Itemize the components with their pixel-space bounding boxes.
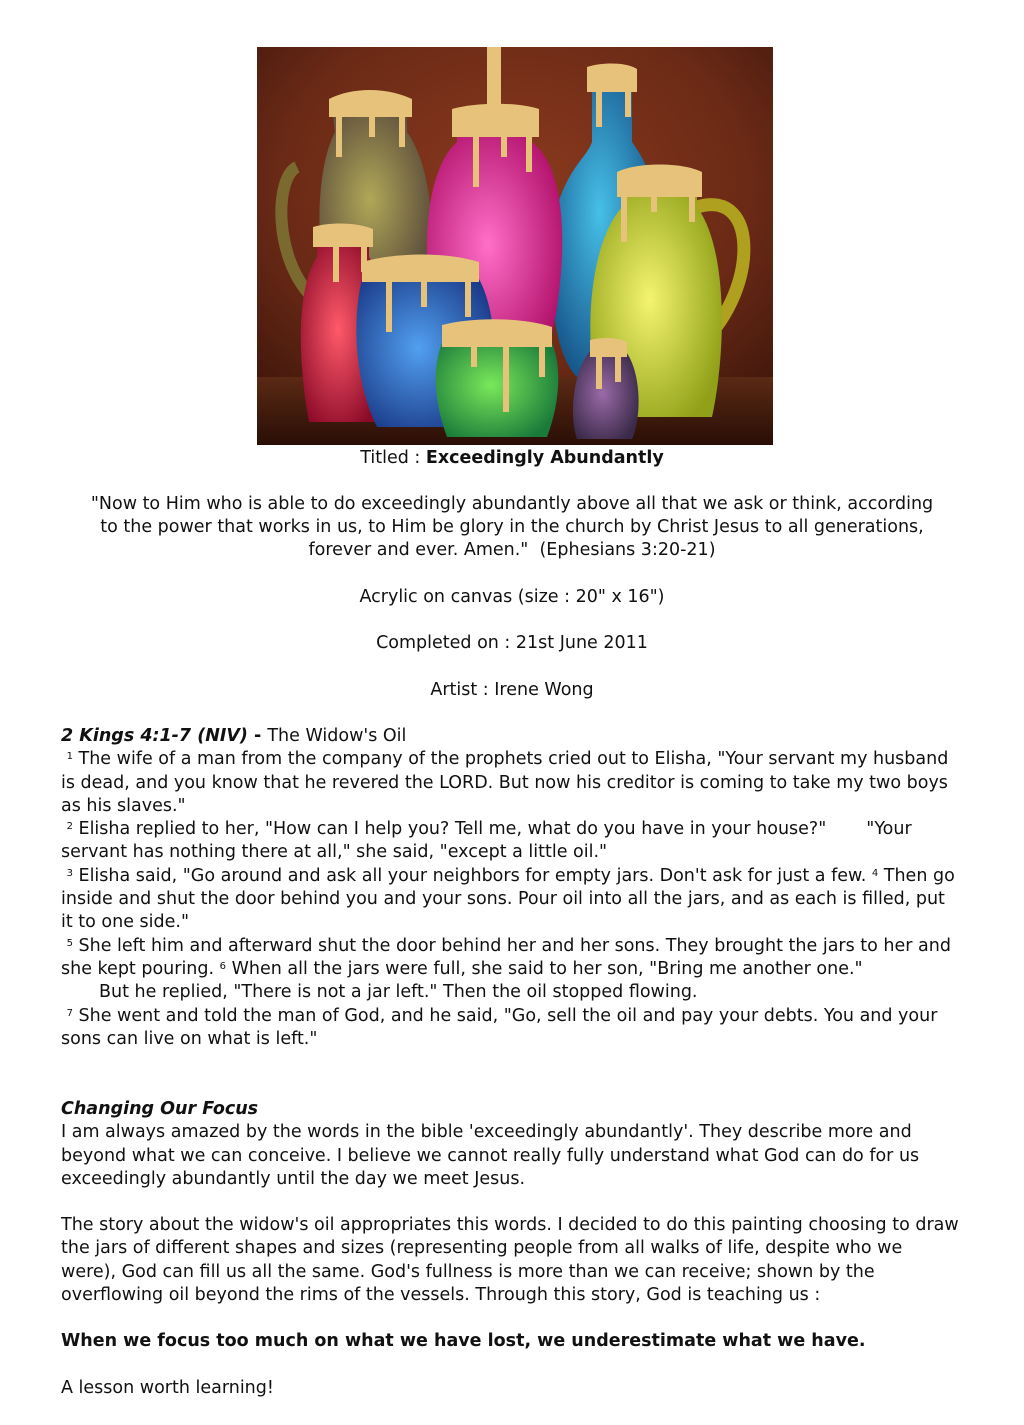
verse-text: She left him and afterward shut the door behind her and her sons. They brought the jars to her and she kept pouring. <box>61 935 951 979</box>
closing-line: A lesson worth learning! <box>61 1378 274 1398</box>
verse-text: Elisha replied to her, "How can I help you? Tell me, what do you have in your house?" <box>72 819 827 840</box>
verse-text: The wife of a man from the company of the prophets cried out to Elisha, "Your servant my husband is dead, and you know that he revered the LORD. But now his creditor is coming to take my two boys as his slaves." <box>61 749 949 816</box>
verse-2 <box>61 818 961 865</box>
verse-number: 1 <box>66 751 73 763</box>
verse-number: 4 <box>871 867 879 879</box>
verse-3-4 <box>61 865 961 935</box>
verse-text: When all the jars were full, she said to her son, "Bring me another one." <box>226 958 863 979</box>
verse-number: 6 <box>219 960 227 972</box>
verse-text: "Your servant has nothing there at all," she said, "except a little oil." <box>61 819 912 863</box>
verse-6-continued: But he replied, "There is not a jar left." Then the oil stopped flowing. <box>99 982 698 1003</box>
verse-5-6 <box>61 935 961 982</box>
quote-line-2: to the power that works in us, to Him be glory in the church by Christ Jesus to all generations, <box>100 517 924 537</box>
verse-text: She went and told the man of God, and he said, "Go, sell the oil and pay your debts. You and your sons can live on what is left." <box>61 1005 938 1049</box>
artist-name: Artist : Irene Wong <box>430 680 594 700</box>
scripture-reference: 2 Kings 4:1-7 (NIV) <box>61 726 248 746</box>
verse-number: 7 <box>66 1007 73 1019</box>
quote-line-3: forever and ever. Amen." (Ephesians 3:20-21) <box>308 540 716 560</box>
scripture-title: The Widow's Oil <box>267 726 407 746</box>
reflection-paragraph-2: The story about the widow's oil appropriates this words. I decided to do this painting choosing to draw the jars of different shapes and sizes (representing people from all walks of life, despite who we were), God can fill us all the same. God's fullness is more than we can receive; shown by the overflowing oil beyond the rims of the vessels. Through this story, God is teaching us : <box>61 1215 959 1305</box>
verse-7 <box>61 1005 961 1052</box>
completed-date: Completed on : 21st June 2011 <box>376 633 648 653</box>
quote-line-1: "Now to Him who is able to do exceedingly abundantly above all that we ask or think, according <box>90 494 934 514</box>
verse-number: 2 <box>66 821 73 833</box>
lesson-statement: When we focus too much on what we have lost, we underestimate what we have. <box>61 1331 866 1351</box>
painting-caption <box>60 447 964 470</box>
reflection-heading: Changing Our Focus <box>61 1099 259 1119</box>
scripture-separator: - <box>247 726 268 746</box>
scripture-heading <box>61 725 961 748</box>
verse-1 <box>61 748 961 818</box>
verse-number: 5 <box>66 937 73 949</box>
painting-title: Exceedingly Abundantly <box>425 448 664 468</box>
verse-text: Elisha said, "Go around and ask all your neighbors for empty jars. Don't ask for just a few. <box>72 865 872 886</box>
verse-text: Then go inside and shut the door behind you and your sons. Pour oil into all the jars, and as each is filled, put it to one side." <box>61 865 955 933</box>
verse-number: 3 <box>66 867 73 879</box>
reflection-paragraph-1: I am always amazed by the words in the bible 'exceedingly abundantly'. They describe more and beyond what we can conceive. I believe we cannot really fully understand what God can do for us exceedingly abundantly until the day we meet Jesus. <box>61 1122 920 1189</box>
medium-text: Acrylic on canvas (size : 20" x 16") <box>359 587 665 607</box>
reflection-section <box>61 1098 961 1191</box>
scripture-passage <box>61 725 961 1051</box>
ephesians-quote <box>60 493 964 562</box>
caption-prefix: Titled : <box>360 448 426 468</box>
painting-image <box>257 47 773 445</box>
